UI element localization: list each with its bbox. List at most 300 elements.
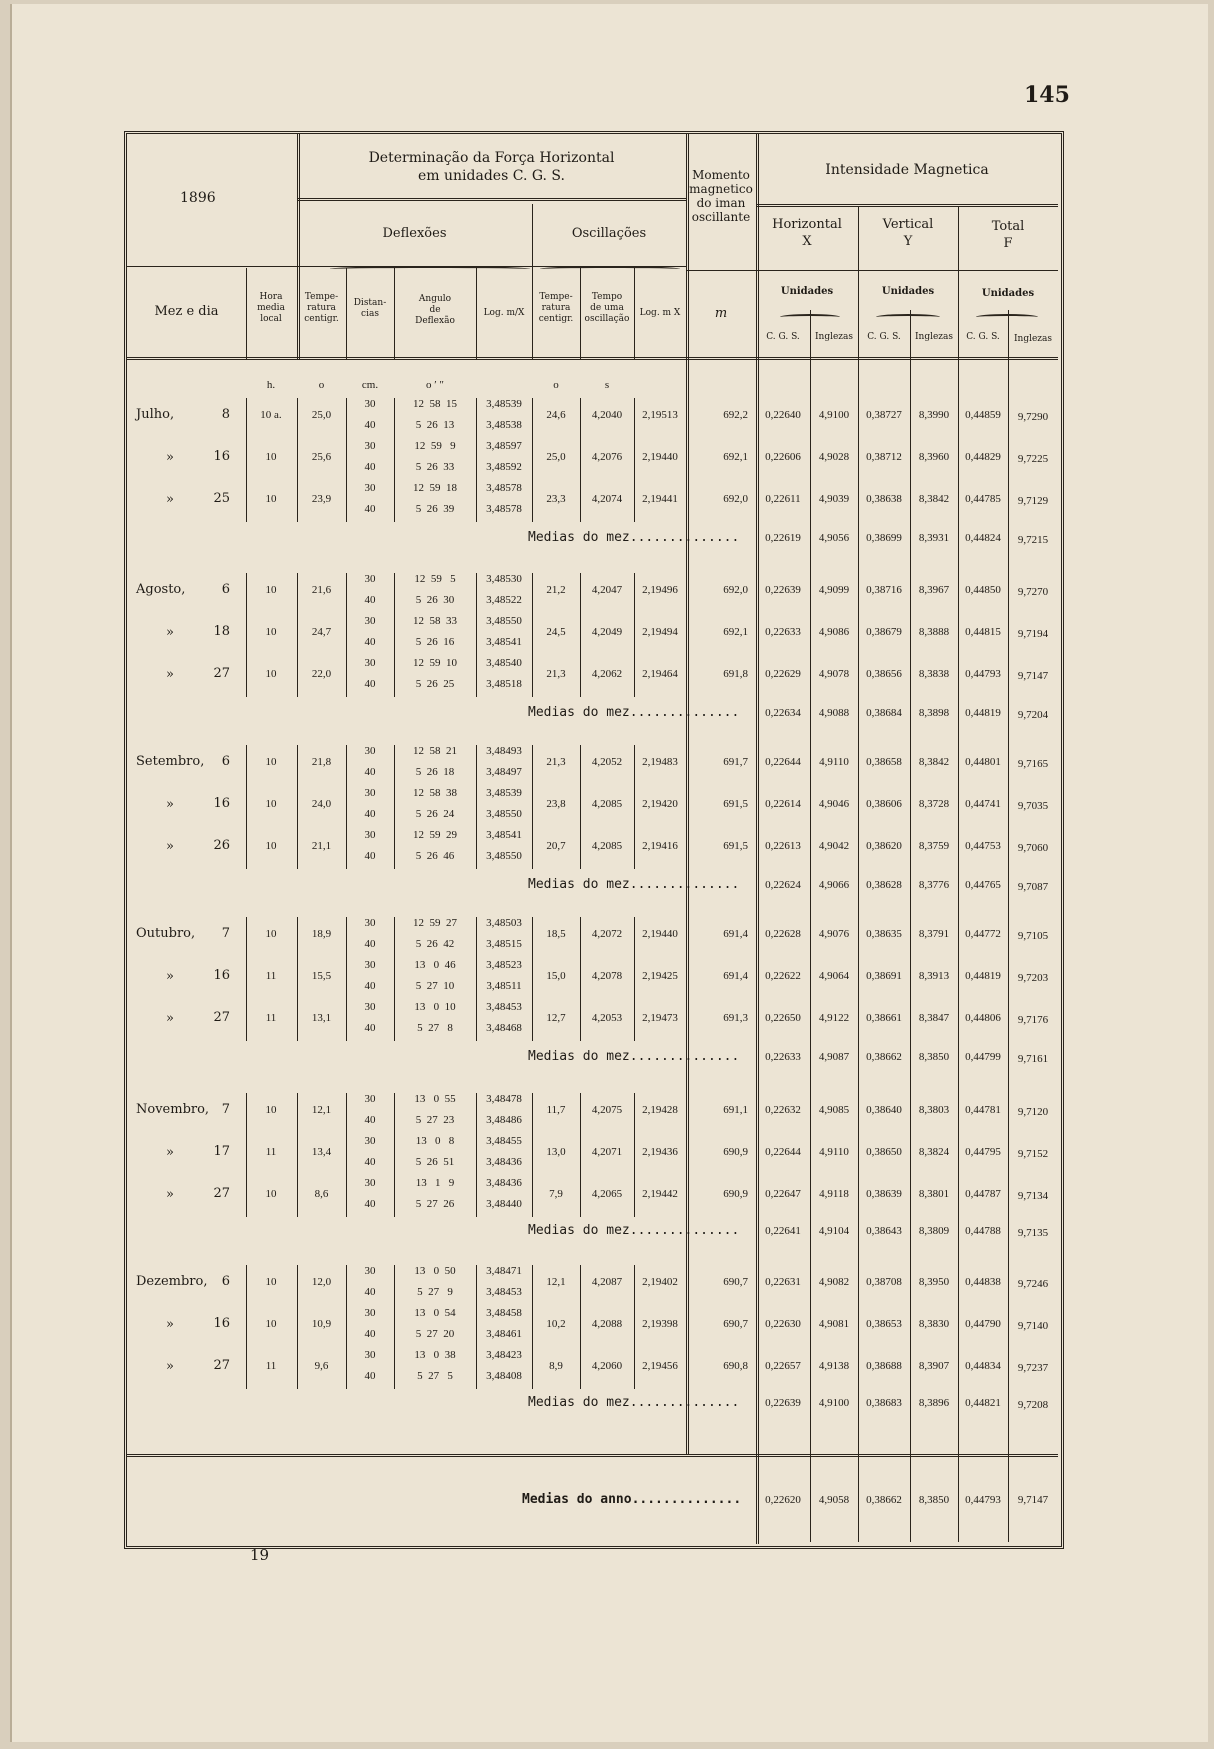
cgs-header: C. G. S.: [966, 332, 1000, 342]
log-mx-value: 3,48541: [486, 636, 522, 648]
oscillacoes-header: Oscillações: [571, 226, 647, 241]
vertical-cgs: 0,38679: [866, 626, 902, 638]
row-divider: [127, 357, 1058, 360]
log-mx-value: 3,48515: [486, 938, 522, 950]
moment-value: 691,4: [723, 970, 748, 982]
total-cgs: 0,44829: [965, 451, 1001, 463]
horizontal-inglezas: 4,9118: [819, 1188, 849, 1200]
hora-header: [246, 292, 296, 325]
horizontal-cgs: 0,22613: [765, 840, 801, 852]
distance-value: 30: [364, 1001, 376, 1013]
momento-line: oscillante: [691, 210, 751, 224]
vertical-cgs: 0,38653: [866, 1318, 902, 1330]
vertical-cgs: 0,38716: [866, 584, 902, 596]
log-m-x-value: 2,19494: [642, 626, 678, 638]
col-divider: [858, 206, 859, 1542]
distance-value: 40: [364, 938, 376, 950]
angle-value: 5 27 20: [415, 1328, 455, 1340]
unidades-header: Unidades: [881, 286, 935, 297]
angle-value: 12 58 21: [413, 745, 457, 757]
total-inglezas: 9,7165: [1017, 758, 1049, 770]
hora-line: Hora: [259, 292, 283, 302]
total-cgs: 0,44741: [965, 798, 1001, 810]
monthly-mean-label: Medias do mez..............: [528, 1223, 740, 1238]
unit-cm: cm.: [361, 379, 379, 391]
vertical-inglezas: 8,3728: [918, 798, 950, 810]
annual-vertical-cgs: 0,38662: [866, 1494, 902, 1506]
tempo-value: 4,2047: [591, 584, 623, 596]
total-inglezas: 9,7194: [1017, 628, 1049, 640]
hora-value: 10 a.: [260, 409, 282, 421]
moment-value: 692,1: [723, 451, 748, 463]
vertical-inglezas: 8,3830: [918, 1318, 950, 1330]
log-m-x-value: 2,19440: [642, 451, 678, 463]
angulo-line: Deflexão: [415, 316, 455, 326]
horizontal-cgs: 0,22644: [765, 1146, 801, 1158]
mean-vertical-cgs: 0,38643: [866, 1225, 902, 1237]
mean-horizontal-cgs: 0,22639: [765, 1397, 801, 1409]
mean-vertical-inglezas: 8,3898: [918, 707, 950, 719]
moment-value: 690,9: [723, 1188, 748, 1200]
log-m-x-value: 2,19436: [642, 1146, 678, 1158]
angle-value: 5 27 10: [415, 980, 455, 992]
moment-value: 692,0: [723, 584, 748, 596]
hora-value: 10: [265, 840, 277, 852]
horizontal-cgs: 0,22647: [765, 1188, 801, 1200]
mean-total-inglezas: 9,7204: [1017, 709, 1049, 721]
tempo-value: 4,2088: [591, 1318, 623, 1330]
month-label: Setembro,: [136, 754, 205, 769]
ditto-mark: »: [166, 797, 174, 812]
temp-osc-value: 21,3: [546, 756, 566, 768]
vertical-cgs: 0,38620: [866, 840, 902, 852]
annual-vertical-inglezas: 8,3850: [918, 1494, 950, 1506]
angle-value: 5 27 9: [417, 1286, 453, 1298]
tempo-value: 4,2049: [591, 626, 623, 638]
vertical-label: Vertical: [882, 217, 934, 232]
temp-value: 21,1: [311, 840, 332, 852]
ditto-mark: »: [166, 1187, 174, 1202]
temp-value: 12,0: [311, 1276, 332, 1288]
distance-value: 40: [364, 1286, 376, 1298]
angle-value: 5 26 39: [415, 503, 455, 515]
log-m-x-value: 2,19496: [642, 584, 678, 596]
day-value: 18: [213, 624, 230, 639]
angle-value: 5 26 24: [415, 808, 455, 820]
total-inglezas: 9,7035: [1017, 800, 1049, 812]
angle-value: 5 26 42: [415, 938, 455, 950]
month-label: Dezembro,: [136, 1274, 208, 1289]
temp-value: 24,7: [311, 626, 332, 638]
monthly-mean-label: Medias do mez..............: [528, 530, 740, 545]
unidades-header: Unidades: [780, 286, 834, 297]
temp-line: ratura: [307, 303, 336, 313]
horizontal-cgs: 0,22614: [765, 798, 801, 810]
temp-line: centigr.: [538, 314, 574, 324]
unit-hours: h.: [266, 379, 276, 391]
moment-value: 690,9: [723, 1146, 748, 1158]
moment-value: 690,8: [723, 1360, 748, 1372]
horizontal-cgs: 0,22611: [765, 493, 801, 505]
horizontal-cgs: 0,22644: [765, 756, 801, 768]
total-cgs: 0,44801: [965, 756, 1001, 768]
day-value: 6: [221, 1274, 230, 1289]
log-mx-value: 3,48530: [486, 573, 522, 585]
mean-total-cgs: 0,44788: [965, 1225, 1001, 1237]
distance-value: 40: [364, 1114, 376, 1126]
momento-line: do iman: [696, 196, 746, 210]
moment-value: 691,7: [723, 756, 748, 768]
distance-value: 40: [364, 1156, 376, 1168]
hora-value: 10: [265, 668, 277, 680]
angle-value: 13 0 50: [414, 1265, 456, 1277]
ornament-rule: [540, 266, 680, 272]
day-value: 16: [213, 449, 230, 464]
temp-deflexao-header: [297, 292, 346, 325]
log-mx-value: 3,48518: [486, 678, 522, 690]
month-label: Julho,: [136, 407, 175, 422]
angle-value: 12 59 18: [413, 482, 457, 494]
moment-value: 691,4: [723, 928, 748, 940]
log-mx-value: 3,48461: [486, 1328, 522, 1340]
horizontal-inglezas: 4,9100: [818, 409, 850, 421]
total-inglezas: 9,7152: [1017, 1148, 1049, 1160]
distancias-header: [346, 298, 394, 320]
day-value: 7: [221, 926, 230, 941]
hora-value: 10: [265, 928, 277, 940]
mean-horizontal-cgs: 0,22633: [765, 1051, 801, 1063]
day-value: 6: [221, 582, 230, 597]
temp-osc-value: 25,0: [546, 451, 566, 463]
mean-vertical-inglezas: 8,3896: [918, 1397, 950, 1409]
angle-value: 12 59 27: [413, 917, 457, 929]
log-m-x-value: 2,19402: [642, 1276, 678, 1288]
total-inglezas: 9,7060: [1017, 842, 1049, 854]
log-m-x-header: Log. m X: [639, 308, 681, 318]
horizontal-inglezas: 4,9110: [819, 756, 849, 768]
log-mx-value: 3,48523: [486, 959, 522, 971]
day-value: 26: [213, 838, 230, 853]
ornament-rule: [976, 314, 1038, 320]
tempo-value: 4,2076: [591, 451, 623, 463]
tempo-value: 4,2040: [591, 409, 623, 421]
log-m-x-value: 2,19483: [642, 756, 678, 768]
total-inglezas: 9,7134: [1017, 1190, 1049, 1202]
log-mx-value: 3,48408: [486, 1370, 522, 1382]
temp-value: 21,6: [311, 584, 332, 596]
total-inglezas: 9,7203: [1017, 972, 1049, 984]
temp-osc-value: 23,8: [546, 798, 566, 810]
tempo-value: 4,2075: [591, 1104, 623, 1116]
mean-total-cgs: 0,44765: [965, 879, 1001, 891]
temp-value: 10,9: [311, 1318, 332, 1330]
vertical-cgs: 0,38656: [866, 668, 902, 680]
angulo-line: Angulo: [418, 294, 452, 304]
temp-osc-value: 15,0: [546, 970, 566, 982]
temp-osc-value: 23,3: [546, 493, 566, 505]
mean-vertical-cgs: 0,38699: [866, 532, 902, 544]
annual-horizontal-cgs: 0,22620: [765, 1494, 801, 1506]
temp-value: 12,1: [311, 1104, 332, 1116]
tempo-value: 4,2062: [591, 668, 623, 680]
deflexoes-header: Deflexões: [382, 226, 447, 241]
temp-line: Tempe-: [304, 292, 339, 302]
monthly-mean-label: Medias do mez..............: [528, 877, 740, 892]
temp-osc-value: 18,5: [546, 928, 566, 940]
total-inglezas: 9,7246: [1017, 1278, 1049, 1290]
distance-value: 40: [364, 1198, 376, 1210]
distance-value: 30: [364, 398, 376, 410]
angle-value: 12 58 15: [413, 398, 457, 410]
day-value: 8: [221, 407, 230, 422]
temp-osc-value: 21,3: [546, 668, 566, 680]
cgs-header: C. G. S.: [766, 332, 800, 342]
distance-value: 30: [364, 959, 376, 971]
moment-value: 692,1: [723, 626, 748, 638]
distance-value: 30: [364, 1307, 376, 1319]
moment-value: 690,7: [723, 1276, 748, 1288]
col-divider: [958, 206, 959, 1542]
unit-degrees: o: [553, 379, 559, 391]
horizontal-cgs: 0,22633: [765, 626, 801, 638]
log-m-x-value: 2,19513: [642, 409, 678, 421]
distancias-line: cias: [361, 309, 379, 319]
temp-value: 22,0: [311, 668, 332, 680]
hora-value: 10: [265, 756, 277, 768]
horizontal-cgs: 0,22657: [765, 1360, 801, 1372]
log-m-x-value: 2,19464: [642, 668, 678, 680]
hora-value: 11: [265, 1146, 277, 1158]
total-inglezas: 9,7120: [1017, 1106, 1049, 1118]
log-mx-value: 3,48541: [486, 829, 522, 841]
tempo-value: 4,2072: [591, 928, 623, 940]
angle-value: 12 58 33: [413, 615, 457, 627]
monthly-mean-label: Medias do mez..............: [528, 1049, 740, 1064]
unit-degrees: o: [318, 379, 325, 391]
horizontal-inglezas: 4,9039: [818, 493, 850, 505]
monthly-mean-label: Medias do mez..............: [528, 1395, 740, 1410]
vertical-inglezas: 8,3960: [918, 451, 950, 463]
tempo-value: 4,2078: [591, 970, 623, 982]
moment-value: 692,0: [723, 493, 748, 505]
tempo-header: [580, 292, 634, 325]
total-cgs: 0,44859: [965, 409, 1001, 421]
hora-line: media: [257, 303, 285, 313]
vertical-inglezas: 8,3791: [918, 928, 950, 940]
force-title-line-1: Determinação da Força Horizontal: [368, 150, 615, 166]
log-mx-value: 3,48436: [486, 1156, 522, 1168]
month-label: Outubro,: [136, 926, 196, 941]
distance-value: 30: [364, 1349, 376, 1361]
horizontal-symbol: X: [802, 234, 812, 249]
horizontal-inglezas: 4,9138: [818, 1360, 850, 1372]
vertical-cgs: 0,38638: [866, 493, 902, 505]
day-value: 16: [213, 796, 230, 811]
mean-total-inglezas: 9,7087: [1017, 881, 1049, 893]
tempo-line: Tempo: [591, 292, 623, 302]
vertical-inglezas: 8,3803: [918, 1104, 950, 1116]
angle-value: 5 26 30: [415, 594, 455, 606]
distance-value: 40: [364, 1022, 376, 1034]
horizontal-label: Horizontal: [772, 217, 842, 232]
vertical-cgs: 0,38639: [866, 1188, 902, 1200]
log-m-x-value: 2,19441: [642, 493, 678, 505]
ditto-mark: »: [166, 1011, 174, 1026]
vertical-cgs: 0,38727: [866, 409, 902, 421]
m-header: m: [714, 306, 728, 321]
momento-header: [686, 168, 756, 224]
log-mx-value: 3,48423: [486, 1349, 522, 1361]
total-cgs: 0,44819: [965, 970, 1001, 982]
horizontal-cgs: 0,22628: [765, 928, 801, 940]
total-cgs: 0,44806: [965, 1012, 1001, 1024]
angle-value: 12 59 5: [414, 573, 456, 585]
hora-line: local: [260, 314, 282, 324]
log-mx-value: 3,48440: [486, 1198, 522, 1210]
vertical-cgs: 0,38640: [866, 1104, 902, 1116]
log-mx-value: 3,48550: [486, 615, 522, 627]
hora-value: 11: [265, 1012, 277, 1024]
log-mx-header: Log. m/X: [483, 308, 525, 318]
distance-value: 30: [364, 440, 376, 452]
horizontal-cgs: 0,22640: [765, 409, 801, 421]
hora-value: 10: [265, 451, 277, 463]
horizontal-inglezas: 4,9081: [818, 1318, 850, 1330]
temp-osc-value: 8,9: [549, 1360, 563, 1372]
total-cgs: 0,44793: [965, 668, 1001, 680]
mean-vertical-inglezas: 8,3809: [918, 1225, 950, 1237]
ditto-mark: »: [166, 1317, 174, 1332]
mean-vertical-cgs: 0,38628: [866, 879, 902, 891]
vertical-header: [858, 216, 958, 250]
angle-value: 13 0 10: [414, 1001, 456, 1013]
distance-value: 40: [364, 461, 376, 473]
log-mx-value: 3,48468: [486, 1022, 522, 1034]
angle-value: 5 27 26: [415, 1198, 455, 1210]
total-inglezas: 9,7129: [1017, 495, 1049, 507]
mean-horizontal-inglezas: 4,9100: [818, 1397, 850, 1409]
ditto-mark: »: [166, 625, 174, 640]
inglezas-header: Inglezas: [1013, 334, 1053, 344]
horizontal-header: [756, 216, 858, 250]
hora-value: 10: [265, 1104, 277, 1116]
horizontal-cgs: 0,22606: [765, 451, 801, 463]
distance-value: 40: [364, 1328, 376, 1340]
log-mx-value: 3,48493: [486, 745, 522, 757]
angle-value: 12 59 10: [413, 657, 457, 669]
total-cgs: 0,44787: [965, 1188, 1001, 1200]
month-label: Agosto,: [136, 582, 186, 597]
mean-total-inglezas: 9,7215: [1017, 534, 1049, 546]
total-cgs: 0,44785: [965, 493, 1001, 505]
moment-value: 691,1: [723, 1104, 748, 1116]
angle-value: 13 0 38: [414, 1349, 456, 1361]
horizontal-cgs: 0,22629: [765, 668, 801, 680]
temp-osc-value: 20,7: [546, 840, 566, 852]
temp-value: 13,1: [311, 1012, 332, 1024]
moment-value: 692,2: [723, 409, 748, 421]
distance-value: 30: [364, 573, 376, 585]
total-header: [958, 218, 1058, 252]
log-mx-value: 3,48578: [486, 503, 522, 515]
angle-value: 5 27 5: [417, 1370, 453, 1382]
log-mx-value: 3,48550: [486, 850, 522, 862]
horizontal-inglezas: 4,9085: [818, 1104, 850, 1116]
hora-value: 10: [265, 626, 277, 638]
moment-value: 691,8: [723, 668, 748, 680]
day-value: 27: [213, 1358, 230, 1373]
temp-value: 24,0: [311, 798, 332, 810]
momento-line: Momento: [692, 168, 750, 182]
horizontal-cgs: 0,22650: [765, 1012, 801, 1024]
log-m-x-value: 2,19428: [642, 1104, 678, 1116]
temp-osc-value: 7,9: [549, 1188, 563, 1200]
vertical-inglezas: 8,3888: [918, 626, 950, 638]
log-mx-value: 3,48453: [486, 1286, 522, 1298]
horizontal-inglezas: 4,9028: [818, 451, 850, 463]
total-inglezas: 9,7140: [1017, 1320, 1049, 1332]
log-m-x-value: 2,19473: [642, 1012, 678, 1024]
mean-horizontal-cgs: 0,22634: [765, 707, 801, 719]
unidades-header: Unidades: [981, 288, 1035, 299]
angle-value: 5 26 13: [415, 419, 455, 431]
temp-osc-value: 24,6: [546, 409, 566, 421]
total-cgs: 0,44772: [965, 928, 1001, 940]
mean-horizontal-cgs: 0,22619: [765, 532, 801, 544]
temp-osc-value: 10,2: [546, 1318, 566, 1330]
ornament-rule: [876, 314, 940, 320]
tempo-value: 4,2052: [591, 756, 623, 768]
total-symbol: F: [1003, 236, 1013, 251]
temp-osc-value: 21,2: [546, 584, 566, 596]
distance-value: 40: [364, 636, 376, 648]
temp-value: 15,5: [311, 970, 332, 982]
vertical-cgs: 0,38691: [866, 970, 902, 982]
tempo-value: 4,2085: [591, 798, 623, 810]
mean-total-cgs: 0,44799: [965, 1051, 1001, 1063]
distance-value: 30: [364, 615, 376, 627]
horizontal-cgs: 0,22631: [765, 1276, 801, 1288]
distance-value: 40: [364, 980, 376, 992]
total-inglezas: 9,7270: [1017, 586, 1049, 598]
vertical-inglezas: 8,3759: [918, 840, 950, 852]
angle-value: 13 0 46: [414, 959, 456, 971]
mean-total-inglezas: 9,7208: [1017, 1399, 1049, 1411]
horizontal-inglezas: 4,9122: [818, 1012, 850, 1024]
temp-oscillacao-header: [532, 292, 580, 325]
vertical-inglezas: 8,3801: [918, 1188, 950, 1200]
vertical-inglezas: 8,3842: [918, 493, 950, 505]
hora-value: 10: [265, 493, 277, 505]
temp-value: 25,6: [311, 451, 332, 463]
angle-value: 5 26 18: [415, 766, 455, 778]
log-mx-value: 3,48458: [486, 1307, 522, 1319]
temp-value: 13,4: [311, 1146, 332, 1158]
log-m-x-value: 2,19442: [642, 1188, 678, 1200]
temp-line: centigr.: [304, 314, 339, 324]
angle-value: 12 59 9: [414, 440, 456, 452]
vertical-inglezas: 8,3907: [918, 1360, 950, 1372]
mean-vertical-cgs: 0,38683: [866, 1397, 902, 1409]
mean-total-cgs: 0,44821: [965, 1397, 1001, 1409]
moment-value: 691,3: [723, 1012, 748, 1024]
total-cgs: 0,44753: [965, 840, 1001, 852]
log-mx-value: 3,48471: [486, 1265, 522, 1277]
total-inglezas: 9,7147: [1017, 670, 1049, 682]
horizontal-inglezas: 4,9082: [818, 1276, 850, 1288]
temp-line: ratura: [541, 303, 571, 313]
row-divider: [127, 1454, 1058, 1457]
